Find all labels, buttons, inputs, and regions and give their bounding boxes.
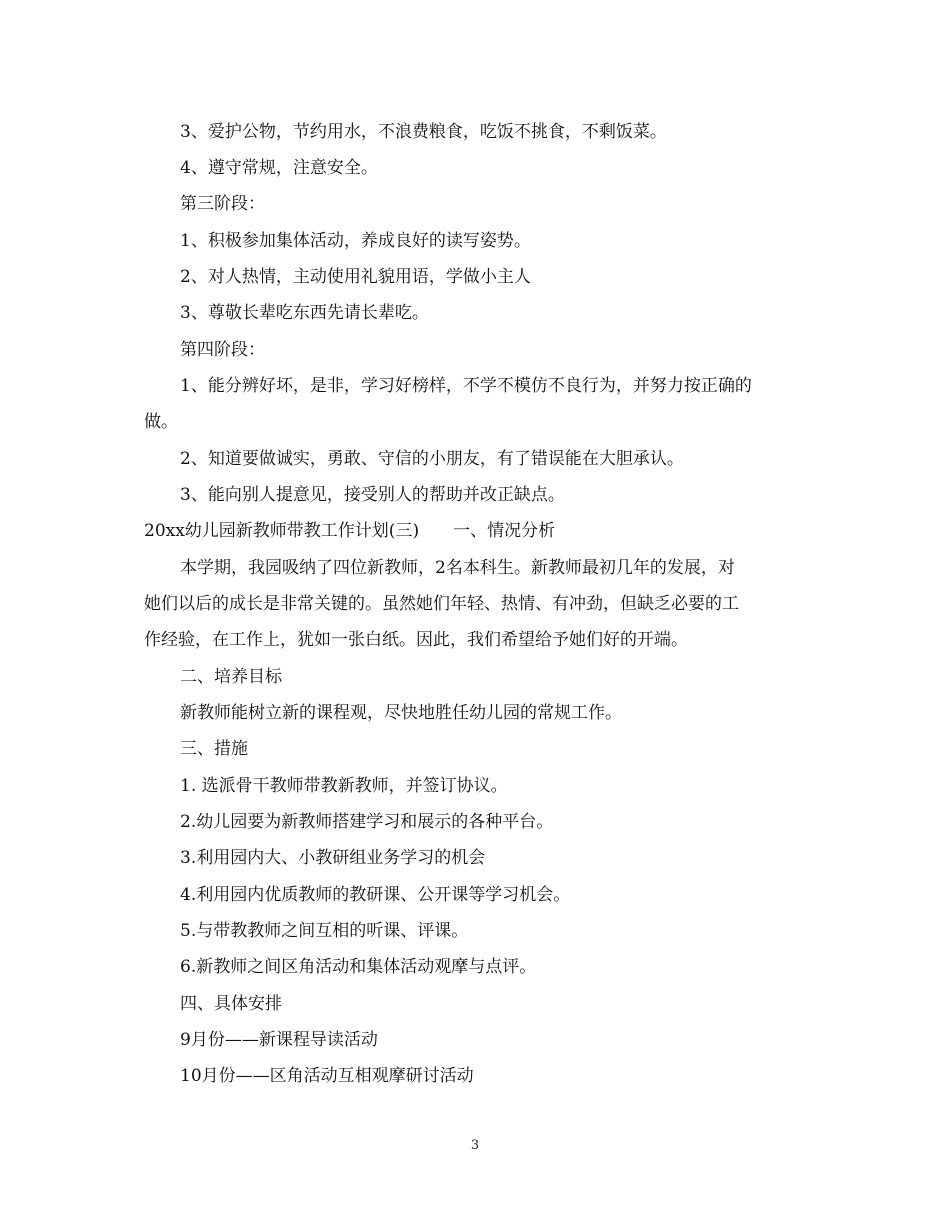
list-item: 1. 选派骨干教师带教新教师，并签订协议。 — [180, 776, 508, 796]
paragraph-line: 本学期，我园吸纳了四位新教师，2名本科生。新教师最初几年的发展，对 — [180, 558, 735, 578]
text-line: 做。 — [144, 412, 178, 432]
list-item: 3.利用园内大、小教研组业务学习的机会 — [180, 848, 486, 868]
section-heading: 四、具体安排 — [180, 994, 282, 1014]
section-heading: 第三阶段： — [180, 194, 265, 214]
section-heading: 三、措施 — [180, 739, 248, 759]
text-line: 2、知道要做诚实，勇敢、守信的小朋友，有了错误能在大胆承认。 — [180, 449, 684, 469]
text-line: 1、能分辨好坏，是非，学习好榜样，不学不模仿不良行为，并努力按正确的 — [180, 376, 752, 396]
list-item: 2.幼儿园要为新教师搭建学习和展示的各种平台。 — [180, 812, 554, 832]
document-title: 20xx幼儿园新教师带教工作计划(三) 一、情况分析 — [144, 521, 556, 541]
schedule-item: 9月份——新课程导读活动 — [180, 1030, 378, 1050]
text-line: 1、积极参加集体活动，养成良好的读写姿势。 — [180, 231, 531, 251]
list-item: 6.新教师之间区角活动和集体活动观摩与点评。 — [180, 957, 537, 977]
list-item: 4.利用园内优质教师的教研课、公开课等学习机会。 — [180, 885, 571, 905]
text-line: 3、尊敬长辈吃东西先请长辈吃。 — [180, 303, 429, 323]
section-heading: 二、培养目标 — [180, 667, 282, 687]
text-line: 2、对人热情，主动使用礼貌用语，学做小主人 — [180, 267, 531, 287]
text-line: 4、遵守常规，注意安全。 — [180, 158, 378, 178]
page-number: 3 — [470, 1138, 480, 1153]
text-line: 3、能向别人提意见，接受别人的帮助并改正缺点。 — [180, 485, 565, 505]
paragraph-line: 作经验，在工作上，犹如一张白纸。因此，我们希望给予她们好的开端。 — [144, 630, 688, 650]
paragraph-line: 她们以后的成长是非常关键的。虽然她们年轻、热情、有冲劲，但缺乏必要的工 — [144, 594, 739, 614]
text-line: 新教师能树立新的课程观，尽快地胜任幼儿园的常规工作。 — [180, 703, 622, 723]
list-item: 5.与带教教师之间互相的听课、评课。 — [180, 921, 469, 941]
section-heading: 第四阶段： — [180, 340, 265, 360]
schedule-item: 10月份——区角活动互相观摩研讨活动 — [180, 1066, 474, 1086]
text-line: 3、爱护公物，节约用水，不浪费粮食，吃饭不挑食，不剩饭菜。 — [180, 122, 667, 142]
